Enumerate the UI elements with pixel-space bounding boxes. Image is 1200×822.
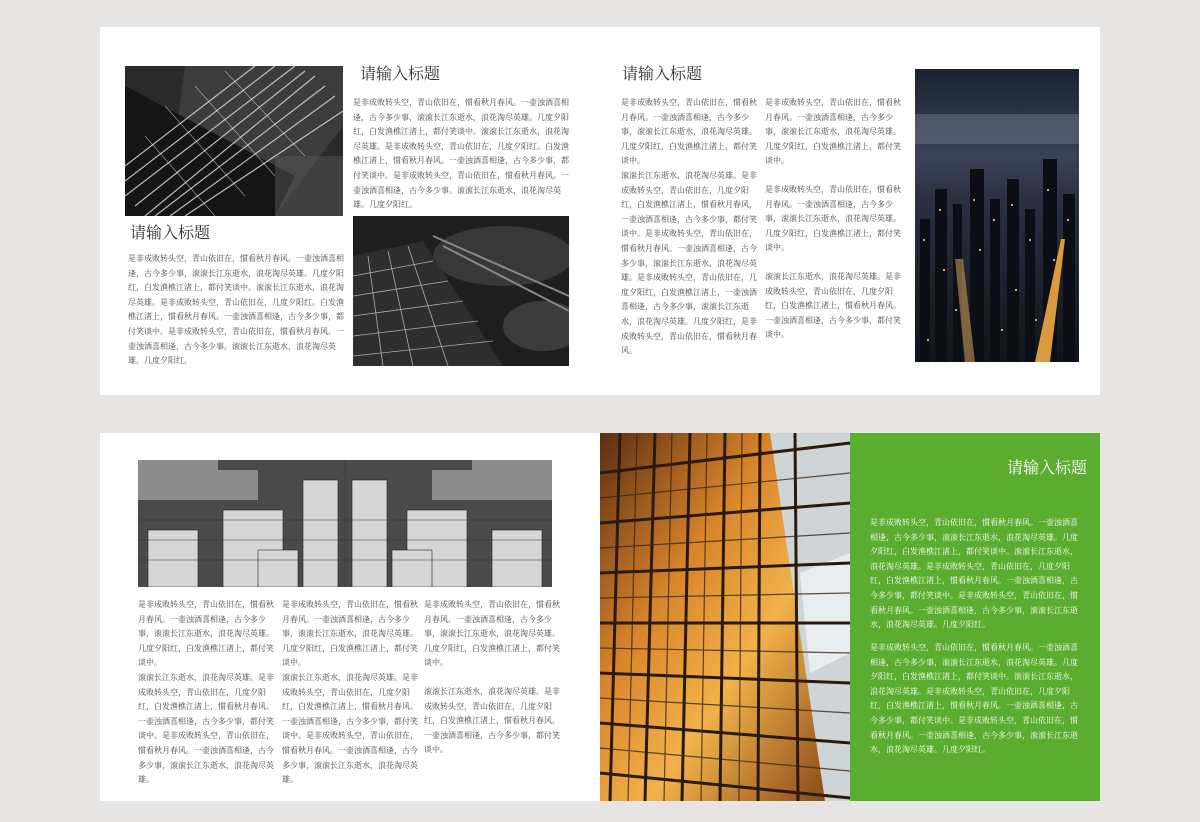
body-column-2: [765, 96, 901, 343]
night-city-aerial-photo: [915, 69, 1079, 362]
paragraph: 是非成败转头空，青山依旧在，惯看秋月春风。一壶浊酒喜相逢，古今多少事，滚滚长江东逝水，浪花淘尽英雄。: [424, 600, 560, 639]
brochure-spread-top: [100, 27, 1100, 395]
paragraph: 滚滚长江东逝水，浪花淘尽英雄。是非成败转头空，青山依旧在，几度夕阳红，白发渔樵江渚上，惯看秋月春风。一壶浊酒喜相逢，古今多少事，都付笑谈中。是非成败转头空，青山依旧在，惯看秋月春风。一壶浊酒喜相逢，古今多少事，滚滚长江东逝水，浪花淘尽英雄。: [138, 672, 274, 785]
paragraph: 是非成败转头空，青山依旧在，惯看秋月春风。一壶浊酒喜相逢，古今多少事，滚滚长江东逝水，浪花淘尽英雄。: [621, 98, 757, 137]
paragraph: 是非成败转头空，青山依旧在，惯看秋月春风。一壶浊酒喜相逢，古今多少事，滚滚长江东逝水，浪花淘尽英雄。: [765, 98, 901, 137]
paragraph: 几度夕阳红，白发渔樵江渚上，都付笑谈中。: [424, 643, 560, 668]
heading-left-upper: 请输入标题: [360, 64, 441, 83]
body-column-2: [282, 598, 418, 788]
paragraph: 几度夕阳红，白发渔樵江渚上，都付笑谈中。: [621, 141, 757, 166]
paragraph: 滚滚长江东逝水，浪花淘尽英雄。是非成败转头空，青山依旧在，几度夕阳红，白发渔樵江渚上，惯看秋月春风。一壶浊酒喜相逢，古今多少事，都付笑谈中。: [424, 686, 560, 755]
brochure-spread-bottom: [100, 433, 1100, 801]
mirrored-city-bw-photo: [138, 460, 552, 587]
heading-left-lower: 请输入标题: [130, 223, 211, 242]
body-text-green-2: 是非成败转头空，青山依旧在，惯看秋月春风。一壶浊酒喜相逢，古今多少事，滚滚长江东逝水，浪花淘尽英雄。几度夕阳红，白发渔樵江渚上，都付笑谈中。滚滚长江东逝水，浪花淘尽英雄。是非成败转头空，青山依旧在，几度夕阳红，白发渔樵江渚上，惯看秋月春风。一壶浊酒喜相逢，古今多少事，都付笑谈中。是非成败转头空，青山依旧在，惯看秋月春风。一壶浊酒喜相逢，古今多少事，滚滚长江东逝水，浪花淘尽英雄。几度夕阳红。: [870, 643, 1078, 755]
body-text-left-lower: 是非成败转头空，青山依旧在，惯看秋月春风。一壶浊酒喜相逢，古今多少事，滚滚长江东逝水，浪花淘尽英雄。几度夕阳红，白发渔樵江渚上，都付笑谈中。滚滚长江东逝水，浪花淘尽英雄。是非成败转头空，青山依旧在，几度夕阳红。白发渔樵江渚上，惯看秋月春风。一壶浊酒喜相逢，古今多少事，都付笑谈中。是非成败转头空，青山依旧在，惯看秋月春风。一壶浊酒喜相逢，古今多少事。滚滚长江东逝水，浪花淘尽英雄。几度夕阳红。: [128, 254, 344, 366]
paragraph: 几度夕阳红，白发渔樵江渚上，都付笑谈中。: [765, 141, 901, 166]
paragraph: 滚滚长江东逝水，浪花淘尽英雄。是非成败转头空，青山依旧在，几度夕阳红，白发渔樵江渚上，惯看秋月春风，一壶浊酒喜相逢，古今多少事，都付笑谈中。是非成败转头空，青山依旧在，惯看秋月春风。一壶浊酒喜相逢，古今多少事，滚滚长江东逝水，浪花淘尽英雄。是非成败转头空，青山依旧在，几度夕阳红，白发渔樵江渚上，一壶浊酒喜相逢，古今多少事，滚滚长江东逝水，浪花淘尽英雄。几度夕阳红，是非成败转头空，青山依旧在，惯看秋月春风。: [621, 170, 757, 356]
paragraph: 几度夕阳红，白发渔樵江渚上，都付笑谈中。: [138, 643, 274, 668]
body-column-3: [424, 598, 560, 758]
paragraph: 滚滚长江东逝水，浪花淘尽英雄。是非成败转头空，青山依旧在，几度夕阳红，白发渔樵江渚上，惯看秋月春风。一壶浊酒喜相逢，古今多少事，都付笑谈中。是非成败转头空，青山依旧在，惯看秋月春风。一壶浊酒喜相逢，古今多少事，滚滚长江东逝水，浪花淘尽英雄。: [282, 672, 418, 785]
green-text-panel: [850, 433, 1100, 801]
paragraph: 是非成败转头空，青山依旧在，惯看秋月春风。一壶浊酒喜相逢，古今多少事，滚滚长江东逝水，浪花淘尽英雄。: [765, 184, 901, 224]
body-text-left-upper: 是非成败转头空，青山依旧在，惯看秋月春风。一壶浊酒喜相逢，古今多少事，滚滚长江东逝水，浪花淘尽英雄。几度夕阳红，白发渔樵江渚上，都付笑谈中。滚滚长江东逝水，浪花淘尽英雄。是非成败转头空，青山依旧在，几度夕阳红。白发渔樵江渚上，惯看秋月春风。一壶浊酒喜相逢，古今多少事，都付笑谈中。是非成败转头空，青山依旧在，惯看秋月春风。一壶浊酒喜相逢，古今多少事。滚滚长江东逝水，浪花淘尽英雄。几度夕阳红。: [353, 98, 569, 210]
skyscraper-bw-photo: [125, 66, 343, 216]
paragraph: 几度夕阳红，白发渔樵江渚上，都付笑谈中。: [765, 228, 901, 253]
heading-green-panel: 请输入标题: [1007, 458, 1088, 477]
body-column-1: [138, 598, 274, 788]
glass-facade-orange-photo: [600, 433, 850, 801]
paragraph: 滚滚长江东逝水，浪花淘尽英雄。是非成败转头空，青山依旧在，几度夕阳红，白发渔樵江渚上，惯看秋月春风。一壶浊酒喜相逢，古今多少事，都付笑谈中。: [765, 271, 901, 340]
paragraph: 是非成败转头空，青山依旧在，惯看秋月春风。一壶浊酒喜相逢，古今多少事，滚滚长江东逝水，浪花淘尽英雄。: [138, 600, 274, 639]
paragraph: 是非成败转头空，青山依旧在，惯看秋月春风。一壶浊酒喜相逢，古今多少事，滚滚长江东逝水，浪花淘尽英雄。几度夕阳红，白发渔樵江渚上，都付笑谈中。: [282, 600, 418, 668]
tower-night-bw-photo: [353, 216, 569, 366]
heading-right: 请输入标题: [622, 64, 703, 83]
body-text-green-1: 是非成败转头空，青山依旧在，惯看秋月春风。一壶浊酒喜相逢，古今多少事，滚滚长江东逝水，浪花淘尽英雄。几度夕阳红，白发渔樵江渚上，都付笑谈中。滚滚长江东逝水，浪花淘尽英雄。是非成败转头空，青山依旧在，几度夕阳红，白发渔樵江渚上，惯看秋月春风。一壶浊酒喜相逢，古今多少事，都付笑谈中。是非成败转头空，青山依旧在，惯看秋月春风。一壶浊酒喜相逢，古今多少事，滚滚长江东逝水，浪花淘尽英雄。几度夕阳红。: [870, 518, 1078, 630]
body-column-1: [621, 96, 757, 359]
